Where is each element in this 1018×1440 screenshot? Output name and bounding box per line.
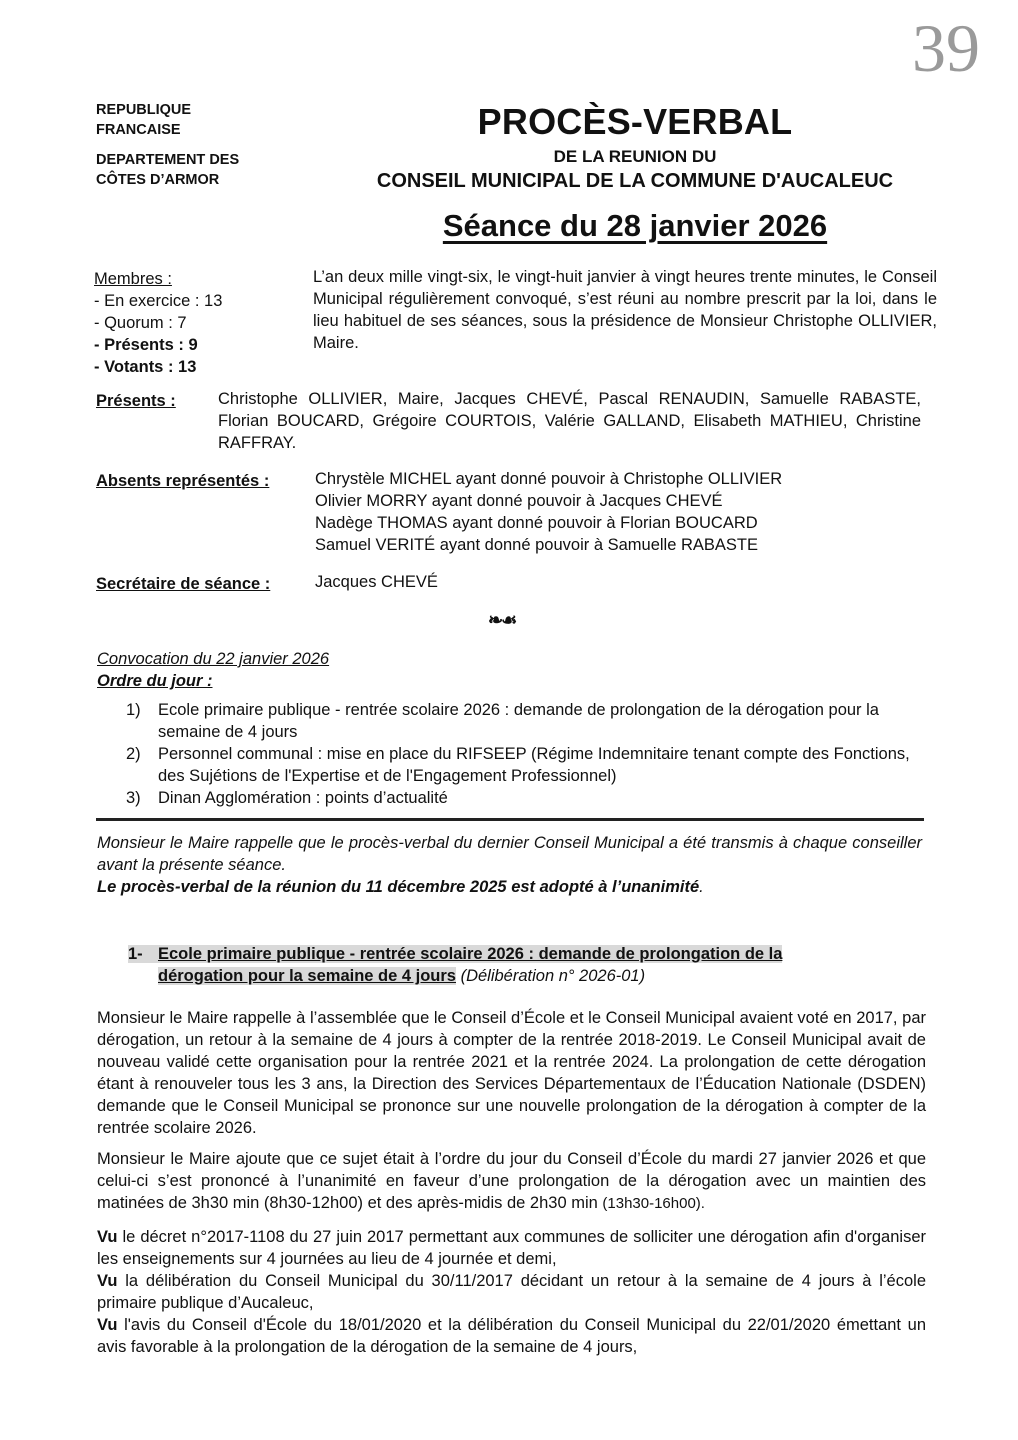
absents-list [315,468,782,556]
members-presents: - Présents : 9 [94,336,198,354]
agenda-label: Ordre du jour : [97,672,213,690]
section-number: 1- [128,945,143,963]
agenda-item [126,787,926,809]
francaise-line: FRANCAISE [96,122,181,138]
presents-list: Christophe OLLIVIER, Maire, Jacques CHEVÉ, Pascal RENAUDIN, Samuelle RABASTE, Florian BOUCARD, Grégoire COURTOIS, Valérie GALLAND, Elisabeth MATHIEU, Christine RAFFRAY. [218,390,921,452]
departement-line: DEPARTEMENT DES [96,152,240,168]
horizontal-rule [96,818,924,821]
members-votants: - Votants : 13 [94,358,197,376]
republique-line: REPUBLIQUE [96,102,192,118]
document-title: PROCÈS-VERBAL [477,101,793,142]
members-summary [94,268,222,378]
secretaire-label: Secrétaire de séance : [96,575,271,593]
absent-item: Olivier MORRY ayant donné pouvoir à Jacques CHEVÉ [315,492,723,510]
agenda-item-text: Ecole primaire publique - rentrée scolaire 2026 : demande de prolongation de la dérogation pour la semaine de 4 jours [158,701,879,741]
document-subtitle: DE LA REUNION DU [553,147,717,166]
vu-clause: Vu le décret n°2017-1108 du 27 juin 2017 permettant aux communes de solliciter une dérogation afin d'organiser les enseignements sur 4 journées au lieu de 4 journée et demi, [97,1228,926,1268]
council-name: CONSEIL MUNICIPAL DE LA COMMUNE D'AUCALEUC [376,170,894,192]
section-1-paragraph-1: Monsieur le Maire rappelle à l’assemblée que le Conseil d’École et le Conseil Municipal avaient voté en 2017, par dérogation, un retour à la semaine de 4 jours à compter de la rentrée 2018-2019. Le Conseil Municipal avait de nouveau validé cette organisation pour la rentrée 2021 et la rentrée 2024. La prolongation de cette dérogation étant à renouveler tous les 3 ans, la Direction des Services Départementaux de l’Éducation Nationale (DSDEN) demande que le Conseil Municipal se prononce sur une nouvelle prolongation de la dérogation à compter de la rentrée scolaire 2026. [97,1009,926,1137]
absent-item: Nadège THOMAS ayant donné pouvoir à Florian BOUCARD [315,514,758,532]
intro-paragraph: L’an deux mille vingt-six, le vingt-huit janvier à vingt heures trente minutes, le Conseil Municipal régulièrement convoqué, s’est réuni au nombre prescrit par la loi, dans le lieu habituel de ses séances, sous la présidence de Monsieur Christophe OLLIVIER, Maire. [313,268,937,352]
page-number: 39 [912,10,980,86]
agenda-item [126,699,926,743]
issuer-header [96,100,239,200]
members-en-exercice: - En exercice : 13 [94,292,223,310]
deliberation-reference: (Délibération n° 2026-01) [455,967,646,985]
vu-clauses [97,1226,926,1358]
agenda-item-number: 2) [126,745,141,763]
agenda-item-number: 3) [126,789,141,807]
previous-minutes-recall: Monsieur le Maire rappelle que le procès-verbal du dernier Conseil Municipal a été transmis à chaque conseiller avant la présente séance. Le procès-verbal de la réunion du 11 décembre 2025 est adopté à l’unanimité. [97,834,922,896]
convocation-date: Convocation du 22 janvier 2026 [97,650,330,668]
vu-clause: Vu la délibération du Conseil Municipal du 30/11/2017 décidant un retour à la semaine de 4 jours à l’école primaire publique d’Aucaleuc, [97,1272,926,1312]
adoption-statement: Le procès-verbal de la réunion du 11 décembre 2025 est adopté à l’unanimité [97,878,700,896]
section-title-line2: dérogation pour la semaine de 4 jours [158,967,456,985]
section-1-paragraph-2: Monsieur le Maire ajoute que ce sujet était à l’ordre du jour du Conseil d’École du mardi 27 janvier 2026 et que celui-ci s’est prononcé à l’unanimité en faveur d’une prolongation de la dérogation avec un maintien des matinées de 3h30 min (8h30-12h00) et des après-midis de 2h30 min (13h30-16h00). [97,1150,926,1212]
recall-text: Monsieur le Maire rappelle que le procès-verbal du dernier Conseil Municipal a été transmis à chaque conseiller avant la présente séance. [97,834,922,874]
title-block [300,100,970,246]
cotes-armor-line: CÔTES D’ARMOR [96,172,220,188]
agenda-item-text: Dinan Agglomération : points d’actualité [158,789,448,807]
section-title-line1: Ecole primaire publique - rentrée scolaire 2026 : demande de prolongation de la [158,945,783,963]
members-label: Membres : [94,270,172,288]
agenda-list [126,699,926,809]
presents-label: Présents : [96,392,176,410]
secretaire-name: Jacques CHEVÉ [315,573,438,591]
section-1-heading [128,943,888,987]
ornament-divider-icon: ❧☙ [488,610,516,630]
agenda-item-text: Personnel communal : mise en place du RIFSEEP (Régime Indemnitaire tenant compte des Fonctions, des Sujétions de l'Expertise et de l'Engagement Professionnel) [158,745,910,785]
vu-clause: Vu l'avis du Conseil d'École du 18/01/2020 et la délibération du Conseil Municipal du 22/01/2020 émettant un avis favorable à la prolongation de la dérogation de la semaine de 4 jours, [97,1316,926,1356]
agenda-item [126,743,926,787]
seance-date: Séance du 28 janvier 2026 [442,208,828,243]
members-quorum: - Quorum : 7 [94,314,187,332]
agenda-item-number: 1) [126,701,141,719]
absent-item: Samuel VERITÉ ayant donné pouvoir à Samuelle RABASTE [315,536,758,554]
absent-item: Chrystèle MICHEL ayant donné pouvoir à Christophe OLLIVIER [315,470,783,488]
absents-label: Absents représentés : [96,472,270,490]
